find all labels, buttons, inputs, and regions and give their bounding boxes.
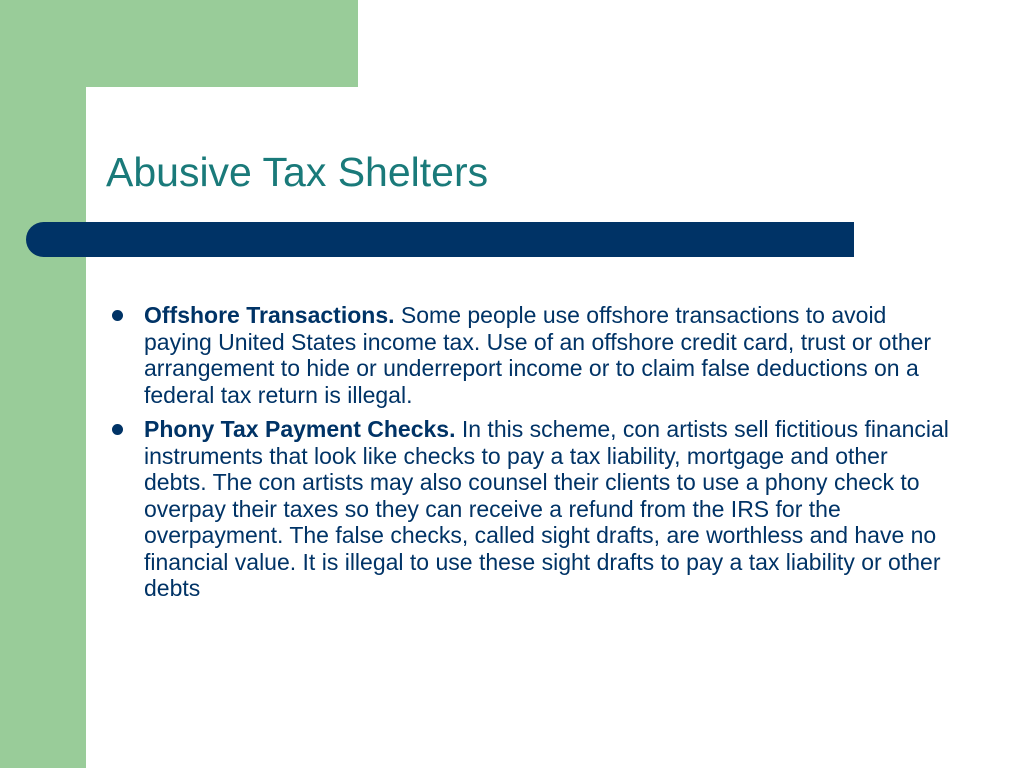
bullet-dot-icon [112,424,123,435]
bullet-text: Some people use offshore transactions to avoid paying United States income tax. Use of an offshore credit card, trust or other arrangement to hide or underreport income or to claim false deductions on a federal tax return is illegal. [144,302,932,408]
bullet-list [106,302,956,610]
green-top-block [0,0,358,87]
bullet-item-phony-tax-payment-checks [106,416,956,602]
green-left-strip [0,0,86,768]
bullet-text: In this scheme, con artists sell fictitious financial instruments that look like checks to pay a tax liability, mortgage and other debts. The con artists may also counsel their clients to use a phony check to overpay their taxes so they can receive a refund from the IRS for the overpayment. The false checks, called sight drafts, are worthless and have no financial value. It is illegal to use these sight drafts to pay a tax liability or other debts [144,416,949,601]
bullet-item-offshore-transactions [106,302,956,408]
bullet-heading: Offshore Transactions. [144,302,401,328]
bullet-dot-icon [112,310,123,321]
title-underline-bar [26,222,854,257]
bullet-heading: Phony Tax Payment Checks. [144,416,462,442]
slide-title: Abusive Tax Shelters [106,149,489,195]
